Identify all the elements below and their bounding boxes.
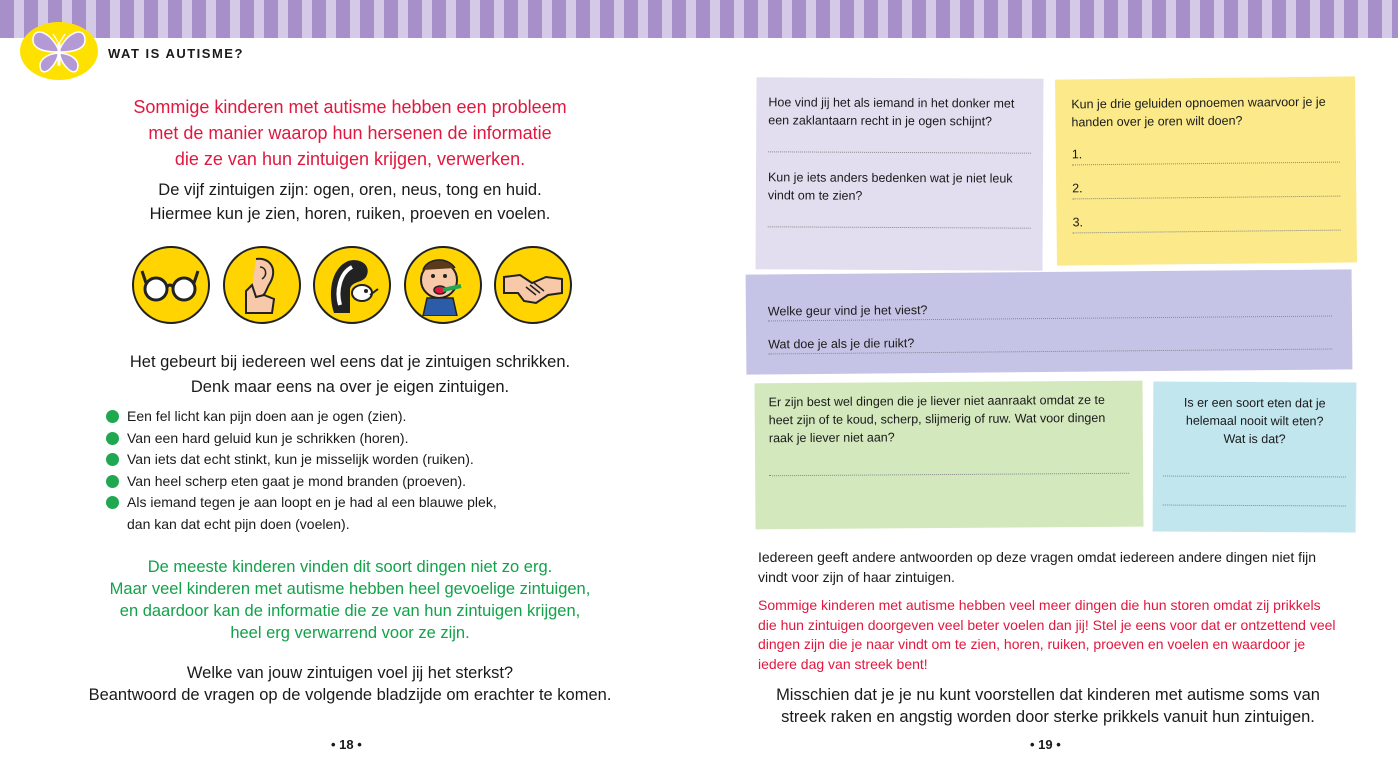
- hearing-question-box: [1055, 76, 1357, 265]
- touch-question: Er zijn best wel dingen die je liever niet aanraakt omdat ze te heet zijn of te koud, scherp, slijmerig of ruw. Wat voor dingen raak je liever niet aan?: [768, 392, 1106, 446]
- header-badge: [20, 22, 98, 80]
- list-item-text: Van iets dat echt stinkt, kun je misselijk worden (ruiken).: [127, 451, 474, 467]
- bullet-dot-icon: [106, 496, 119, 509]
- list-item-continuation: [106, 514, 626, 536]
- touch-question-box: [754, 381, 1143, 530]
- list-item: [106, 406, 626, 428]
- list-item: [106, 471, 626, 493]
- sense-tongue: [404, 246, 482, 324]
- answer-number: 1.: [1071, 147, 1083, 162]
- happens-paragraph: [60, 350, 640, 400]
- sense-skin: [494, 246, 572, 324]
- list-item-text: Als iemand tegen je aan loopt en je had al een blauwe plek,: [127, 494, 497, 510]
- green-paragraph: [60, 556, 640, 644]
- final-line: streek raken en angstig worden door sterke prikkels vanuit hun zintuigen.: [781, 708, 1315, 726]
- list-item-text: Van een hard geluid kun je schrikken (horen).: [127, 429, 409, 446]
- sight-question-2: Kun je iets anders bedenken wat je niet leuk vindt om te zien?: [767, 170, 1013, 203]
- ear-icon: [234, 255, 290, 315]
- green-line: Maar veel kinderen met autisme hebben heel gevoelige zintuigen,: [109, 580, 591, 598]
- green-line: De meeste kinderen vinden dit soort dingen niet zo erg.: [147, 558, 553, 576]
- bullet-dot-icon: [106, 453, 119, 466]
- green-line: en daardoor kan de informatie die ze van hun zintuigen krijgen,: [119, 602, 581, 620]
- list-item-text: Een fel licht kan pijn doen aan je ogen (zien).: [127, 408, 407, 424]
- page-number-right: • 19 •: [1030, 737, 1061, 752]
- red-lead-line: die ze van hun zintuigen krijgen, verwerken.: [174, 149, 526, 169]
- butterfly-icon: [29, 26, 89, 76]
- strongest-sense-question: [60, 662, 640, 706]
- answer-line[interactable]: [1072, 177, 1340, 200]
- final-line: Misschien dat je je nu kunt voorstellen dat kinderen met autisme soms van: [776, 686, 1320, 704]
- handshake-icon: [502, 263, 564, 307]
- taste-question-box: [1153, 381, 1357, 532]
- answer-line[interactable]: [1072, 211, 1340, 234]
- list-item: [106, 428, 626, 450]
- smell-question-box: [746, 269, 1353, 374]
- red-lead-line: met de manier waarop hun hersenen de informatie: [148, 123, 552, 143]
- happens-line: Denk maar eens na over je eigen zintuigen.: [190, 378, 510, 396]
- header-stripe-bar: [0, 0, 1398, 38]
- red-lead-paragraph: [60, 94, 640, 172]
- bullet-dot-icon: [106, 475, 119, 488]
- sense-examples-list: [106, 406, 626, 535]
- sense-nose: [313, 246, 391, 324]
- red-paragraph: Sommige kinderen met autisme hebben veel meer dingen die hun storen omdat zij prikkels die hun zintuigen doorgeven veel beter voelen dan jij! Stel je eens voor dat er ontzettend veel dingen zijn die je naar vindt om te zien, horen, ruiken, proeven en voelen en waardoor je iedere dag van streek bent!: [758, 597, 1336, 672]
- taste-question: Is er een soort eten dat je helemaal nooit wilt eten? Wat is dat?: [1183, 395, 1326, 447]
- section-title: WAT IS AUTISME?: [108, 46, 244, 61]
- senses-intro: [60, 178, 640, 226]
- final-paragraph: [758, 684, 1338, 728]
- bullet-dot-icon: [106, 432, 119, 445]
- list-item-text: Van heel scherp eten gaat je mond branden (proeven).: [127, 472, 467, 489]
- answer-line[interactable]: [768, 151, 1031, 153]
- answer-line[interactable]: [1163, 476, 1346, 478]
- answer-line[interactable]: [1072, 143, 1340, 166]
- answer-number: 3.: [1072, 215, 1084, 230]
- hearing-question: Kun je drie geluiden opnoemen waarvoor je je handen over je oren wilt doen?: [1071, 94, 1326, 130]
- page-number-left: • 18 •: [331, 737, 362, 752]
- answer-number: 2.: [1072, 181, 1083, 196]
- question-line: Welke van jouw zintuigen voel jij het sterkst?: [186, 664, 514, 682]
- list-item-text: dan kan dat echt pijn doen (voelen).: [127, 515, 350, 532]
- sense-icons-row: [132, 246, 572, 326]
- senses-intro-line: Hiermee kun je zien, horen, ruiken, proeven en voelen.: [149, 205, 551, 223]
- happens-line: Het gebeurt bij iedereen wel eens dat je zintuigen schrikken.: [129, 353, 571, 371]
- senses-intro-line: De vijf zintuigen zijn: ogen, oren, neus, tong en huid.: [158, 181, 542, 199]
- everyone-paragraph: Iedereen geeft andere antwoorden op deze vragen omdat iedereen andere dingen niet fijn vindt voor zijn of haar zintuigen.: [758, 549, 1317, 585]
- sight-question-box: [755, 77, 1043, 271]
- sense-ears: [223, 246, 301, 324]
- answer-line[interactable]: [769, 473, 1129, 477]
- smell-question-1[interactable]: Welke geur vind je het viest?: [768, 298, 1332, 322]
- red-lead-line: Sommige kinderen met autisme hebben een probleem: [133, 97, 567, 117]
- smell-question-2[interactable]: Wat doe je als je die ruikt?: [768, 331, 1332, 355]
- sense-eyes: [132, 246, 210, 324]
- bullet-dot-icon: [106, 410, 119, 423]
- list-item: [106, 449, 626, 471]
- green-line: heel erg verwarrend voor ze zijn.: [230, 624, 470, 642]
- answer-line[interactable]: [768, 226, 1031, 228]
- tongue-icon: [413, 254, 473, 316]
- answer-line[interactable]: [1163, 505, 1346, 507]
- question-line: Beantwoord de vragen op de volgende bladzijde om erachter te komen.: [88, 686, 612, 704]
- skunk-icon: [322, 255, 382, 315]
- glasses-icon: [140, 265, 202, 305]
- list-item: [106, 492, 626, 514]
- sight-question-1: Hoe vind jij het als iemand in het donker met een zaklantaarn recht in je ogen schijnt?: [768, 95, 1015, 129]
